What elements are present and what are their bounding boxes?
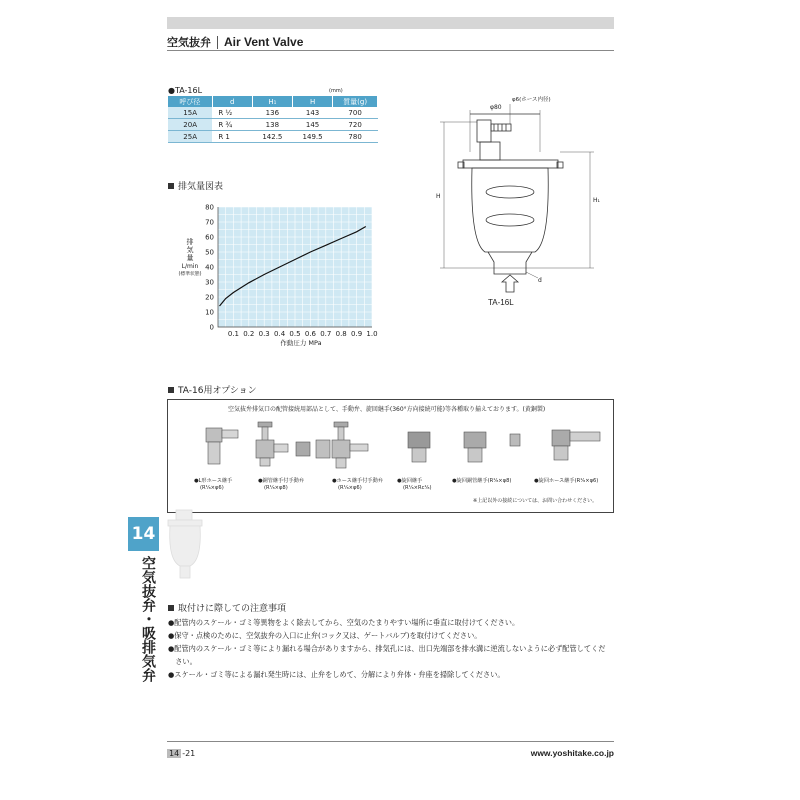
option-label-swivel — [397, 478, 432, 492]
x-tick-label: 0.5 — [289, 330, 301, 338]
y-label-part: L/min — [181, 263, 199, 270]
table-cell: R ¾ — [212, 119, 252, 131]
y-tick-label: 0 — [209, 323, 214, 332]
chart-heading-text: 排気量図表 — [178, 182, 224, 192]
y-label-part: 排 — [186, 238, 194, 246]
chart-grid — [218, 207, 372, 327]
table-row — [168, 107, 378, 119]
page-title — [167, 33, 614, 51]
page-num-text: -21 — [182, 749, 196, 758]
table-cell: 143 — [292, 107, 332, 119]
table-cell: 142.5 — [252, 131, 292, 143]
x-tick-label: 0.3 — [258, 330, 270, 338]
col-header: 呼び径 — [168, 96, 212, 107]
swivel-hose-image — [552, 430, 600, 460]
side-chapter-title: 空気抜弁・吸排気弁 — [140, 556, 156, 682]
website-link[interactable]: www.yoshitake.co.jp — [530, 748, 614, 758]
table-cell: 700 — [333, 107, 378, 119]
table-cell: 20A — [168, 119, 212, 131]
x-tick-label: 0.6 — [304, 330, 316, 338]
table-cell: 720 — [333, 119, 378, 131]
install-notes-list — [168, 616, 614, 681]
x-tick-label: 0.8 — [335, 330, 347, 338]
y-axis-label — [179, 237, 202, 277]
option-label-hose-valve — [332, 478, 383, 492]
page-chapter-box: 14 — [169, 749, 180, 758]
table-cell: 15A — [168, 107, 212, 119]
y-tick-label: 60 — [205, 233, 214, 242]
swivel-copper-image — [464, 432, 520, 462]
option-name: ●ホース継手付手動弁 — [332, 478, 383, 484]
x-tick-label: 0.9 — [351, 330, 363, 338]
option-name: ●旋回継手 — [397, 478, 423, 484]
dim-H: H — [436, 193, 441, 200]
x-tick-label: 1.0 — [366, 330, 378, 338]
col-header: H — [292, 96, 332, 107]
list-item: ●配管内のスケール・ゴミ等により漏れる場合がありますから、排気孔には、出口先端部を排水溝に逆流しないように必ず配管してくだ — [168, 644, 606, 653]
notes-section-heading — [168, 601, 286, 614]
x-tick-label: 0.7 — [320, 330, 332, 338]
col-header: d — [212, 96, 252, 107]
list-item: ●配管内のスケール・ゴミ等異物をよく除去してから、空気のたまりやすい場所に垂直に取付けてください。 — [168, 618, 520, 627]
hose-valve-image — [332, 422, 368, 468]
y-tick-label: 20 — [205, 293, 214, 302]
valve-drawing — [430, 92, 620, 312]
x-tick-label: 0.1 — [227, 330, 239, 338]
table-cell: 145 — [292, 119, 332, 131]
dim-phi80: φ80 — [490, 104, 502, 111]
table-row — [168, 119, 378, 131]
dim-H1: H₁ — [593, 197, 600, 204]
options-note: ※上記以外の接続については、お問い合わせください。 — [473, 498, 598, 504]
option-name: ●旋回ホース継手(R¹⁄₈×φ6) — [534, 478, 599, 484]
col-header: 質量(g) — [333, 96, 378, 107]
chapter-tab[interactable]: 14 — [128, 517, 159, 551]
table-cell: 149.5 — [292, 131, 332, 143]
col-header: H₁ — [252, 96, 292, 107]
x-axis-label: 作動圧力 MPa — [280, 339, 322, 347]
drawing-caption: TA-16L — [488, 298, 514, 307]
x-tick-label: 0.2 — [243, 330, 255, 338]
options-section-heading — [168, 383, 257, 396]
page-number — [167, 749, 195, 758]
valve-watermark — [160, 506, 210, 586]
dim-d: d — [538, 277, 542, 284]
y-tick-label: 30 — [205, 278, 214, 287]
y-tick-label: 70 — [205, 218, 214, 227]
options-heading-text: TA-16用オプション — [178, 386, 257, 396]
square-bullet-icon — [168, 387, 174, 393]
y-tick-label: 40 — [205, 263, 214, 272]
table-cell: 780 — [333, 131, 378, 143]
title-jp: 空気抜弁 — [167, 36, 211, 49]
options-intro: 空気抜弁排気口の配管接続用部品として、手動弁、旋回継手(360°方向接続可能)等各種取り揃えております。(黄銅製) — [228, 406, 546, 413]
square-bullet-icon — [168, 183, 174, 189]
square-bullet-icon — [168, 605, 174, 611]
option-spec: (R¹⁄₈×φ6) — [200, 485, 224, 491]
title-en: Air Vent Valve — [224, 35, 304, 49]
header-bar — [167, 17, 614, 29]
exhaust-chart — [160, 190, 390, 350]
model-label: ●TA-16L — [168, 86, 203, 95]
y-tick-label: 10 — [205, 308, 214, 317]
pipe-pieces-image — [296, 440, 330, 458]
list-item: さい。 — [168, 657, 197, 666]
copper-valve-image — [256, 422, 288, 466]
title-separator — [217, 36, 218, 49]
option-spec: (R¹⁄₈×φ8) — [264, 485, 288, 491]
table-cell: 138 — [252, 119, 292, 131]
swivel-joint-image — [408, 432, 430, 462]
spec-table-header — [168, 96, 378, 107]
notes-heading-text: 取付けに際しての注意事項 — [178, 604, 287, 614]
x-tick-label: 0.4 — [274, 330, 286, 338]
option-label-copper-valve — [258, 478, 304, 492]
option-label-swivel-copper — [452, 478, 511, 485]
option-name: ●L形ホース継手 — [194, 478, 233, 484]
y-label-part: 気 — [186, 246, 194, 254]
option-name: ●銅管継手付手動弁 — [258, 478, 305, 484]
option-name: ●旋回銅管継手(R¹⁄₈×φ8) — [452, 478, 512, 484]
table-row — [168, 131, 378, 143]
option-spec: (R¹⁄₈×φ6) — [338, 485, 362, 491]
spec-table — [168, 96, 378, 143]
header-rule — [167, 50, 614, 51]
option-spec: (R¹⁄₈×Rc¹⁄₈) — [403, 485, 432, 491]
unit-note: (mm) — [329, 88, 343, 94]
list-item: ●保守・点検のために、空気抜弁の入口に止弁(コック又は、ゲートバルブ)を取付けてください。 — [168, 631, 482, 640]
y-tick-label: 80 — [205, 203, 214, 212]
option-label-swivel-hose — [534, 478, 598, 485]
dim-hose: φ6(ホース内径) — [512, 97, 551, 103]
y-label-part: (標準状態) — [178, 272, 202, 277]
table-cell: 136 — [252, 107, 292, 119]
y-tick-label: 50 — [205, 248, 214, 257]
footer-rule — [167, 741, 614, 742]
table-cell: R ½ — [212, 107, 252, 119]
table-cell: R 1 — [212, 131, 252, 143]
list-item: ●スケール・ゴミ等による漏れ発生時には、止弁をしめて、分解により弁体・弁座を掃除してください。 — [168, 670, 505, 679]
l-hose-fitting-image — [206, 428, 238, 464]
table-cell: 25A — [168, 131, 212, 143]
y-label-part: 量 — [186, 254, 194, 262]
option-parts — [196, 420, 616, 476]
option-label-l-hose — [194, 478, 232, 492]
